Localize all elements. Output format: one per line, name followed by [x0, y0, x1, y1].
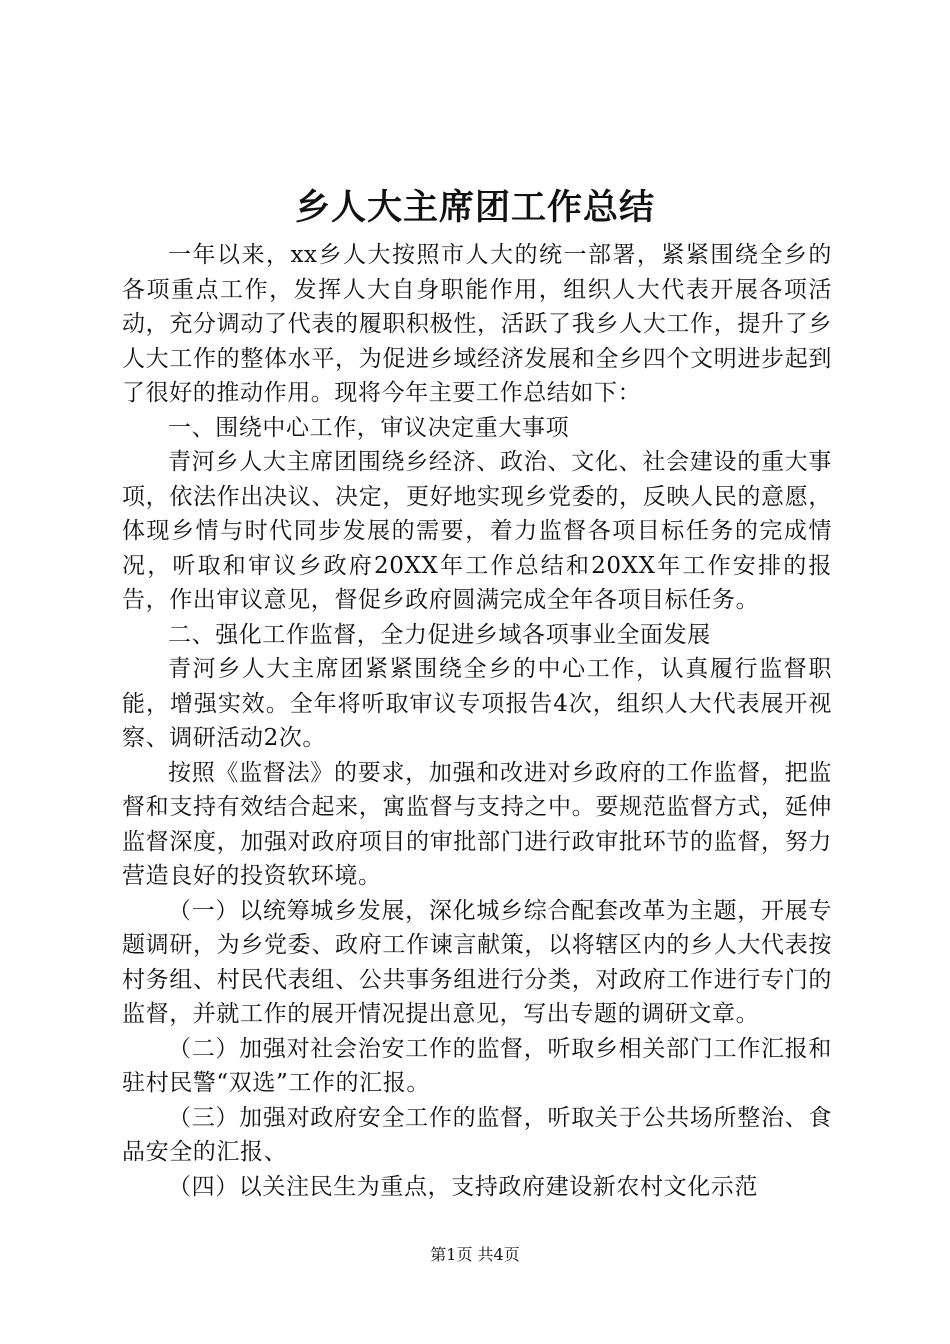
paragraph-intro: 一年以来，xx乡人大按照市人大的统一部署，紧紧围绕全乡的各项重点工作，发挥人大自身职能作用，组织人大代表开展各项活动，充分调动了代表的履职积极性，活跃了我乡人大工作，提升了乡人大工作的整体水平，为促进乡域经济发展和全乡四个文明进步起到了很好的推动作用。现将今年主要工作总结如下： [122, 242, 832, 406]
paragraph-supervision-law: 按照《监督法》的要求，加强和改进对乡政府的工作监督，把监督和支持有效结合起来，寓监督与支持之中。要规范监督方式，延伸监督深度，加强对政府项目的审批部门进行政审批环节的监督，努力营造良好的投资软环境。 [122, 759, 832, 889]
paragraph-item-3: （三）加强对政府安全工作的监督，听取关于公共场所整治、食品安全的汇报、 [122, 1104, 832, 1165]
paragraph-section-1: 青河乡人大主席团围绕乡经济、政治、文化、社会建设的重大事项，依法作出决议、决定，更好地实现乡党委的，反映人民的意愿，体现乡情与时代同步发展的需要，着力监督各项目标任务的完成情况，听取和审议乡政府20XX年工作总结和20XX年工作安排的报告，作出审议意见，督促乡政府圆满完成全年各项目标任务。 [122, 449, 832, 613]
section-heading-1: 一、围绕中心工作，审议决定重大事项 [168, 414, 570, 441]
paragraph-section-2: 青河乡人大主席团紧紧围绕全乡的中心工作，认真履行监督职能，增强实效。全年将听取审议专项报告4次，组织人大代表展开视察、调研活动2次。 [122, 656, 832, 751]
paragraph-item-2: （二）加强对社会治安工作的监督，听取乡相关部门工作汇报和驻村民警“双选”工作的汇报。 [122, 1035, 832, 1096]
paragraph-item-1: （一）以统筹城乡发展，深化城乡综合配套改革为主题，开展专题调研，为乡党委、政府工作谏言献策，以将辖区内的乡人大代表按村务组、村民代表组、公共事务组进行分类，对政府工作进行专门的监督，并就工作的展开情况提出意见，写出专题的调研文章。 [122, 897, 832, 1027]
document-title: 乡人大主席团工作总结 [294, 187, 655, 228]
document-body [122, 238, 832, 1204]
page-number-footer: 第1页 共4页 [430, 1245, 520, 1264]
paragraph-item-4: （四）以关注民生为重点，支持政府建设新农村文化示范 [168, 1173, 758, 1200]
section-heading-2: 二、强化工作监督，全力促进乡域各项事业全面发展 [168, 621, 711, 648]
